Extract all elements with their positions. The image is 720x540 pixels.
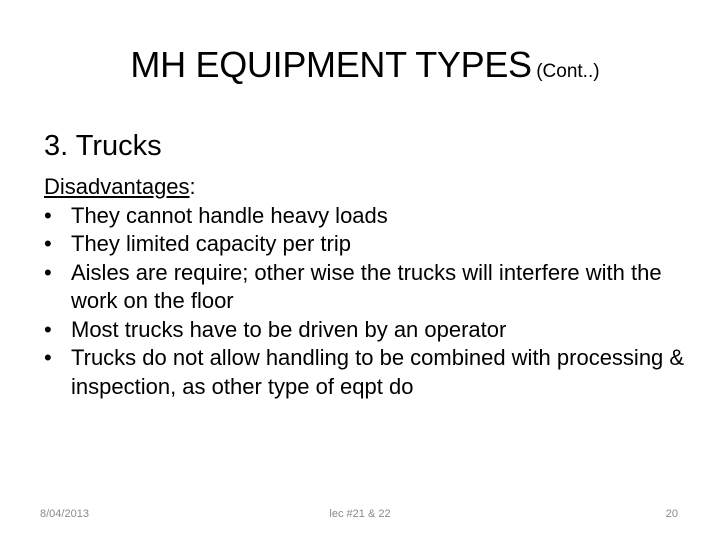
slide-subheading: 3. Trucks (44, 130, 162, 162)
bullet-icon: • (44, 316, 52, 342)
list-item-text: Aisles are require; other wise the trucks will interfere with the work on the floor (71, 259, 662, 313)
list-item-text: They limited capacity per trip (71, 231, 351, 256)
disadvantages-label: Disadvantages (44, 174, 190, 199)
list-item-text: They cannot handle heavy loads (71, 202, 388, 228)
disadvantages-list (44, 202, 694, 402)
footer-lecture: lec #21 & 22 (329, 508, 391, 520)
footer-page-number: 20 (665, 508, 678, 520)
list-item-text: Most trucks have to be driven by an operator (71, 316, 507, 342)
list-item-text: Trucks do not allow handling to be combined with processing & inspection, as other type of eqpt do (71, 345, 685, 399)
bullet-icon: • (44, 202, 52, 228)
disadvantages-colon: : (189, 174, 196, 199)
list-item (44, 230, 694, 259)
slide-body (44, 173, 694, 401)
list-item (44, 316, 694, 345)
disadvantages-heading (44, 173, 694, 202)
bullet-icon: • (44, 345, 52, 370)
list-item (44, 202, 694, 231)
bullet-icon: • (44, 231, 52, 256)
footer-date: 8/04/2013 (40, 508, 89, 520)
list-item (44, 259, 694, 316)
bullet-icon: • (44, 259, 52, 285)
slide-title-suffix: (Cont..) (536, 61, 600, 82)
list-item (44, 344, 694, 401)
slide-title-text: MH EQUIPMENT TYPES (130, 44, 532, 85)
slide-title (0, 44, 720, 86)
